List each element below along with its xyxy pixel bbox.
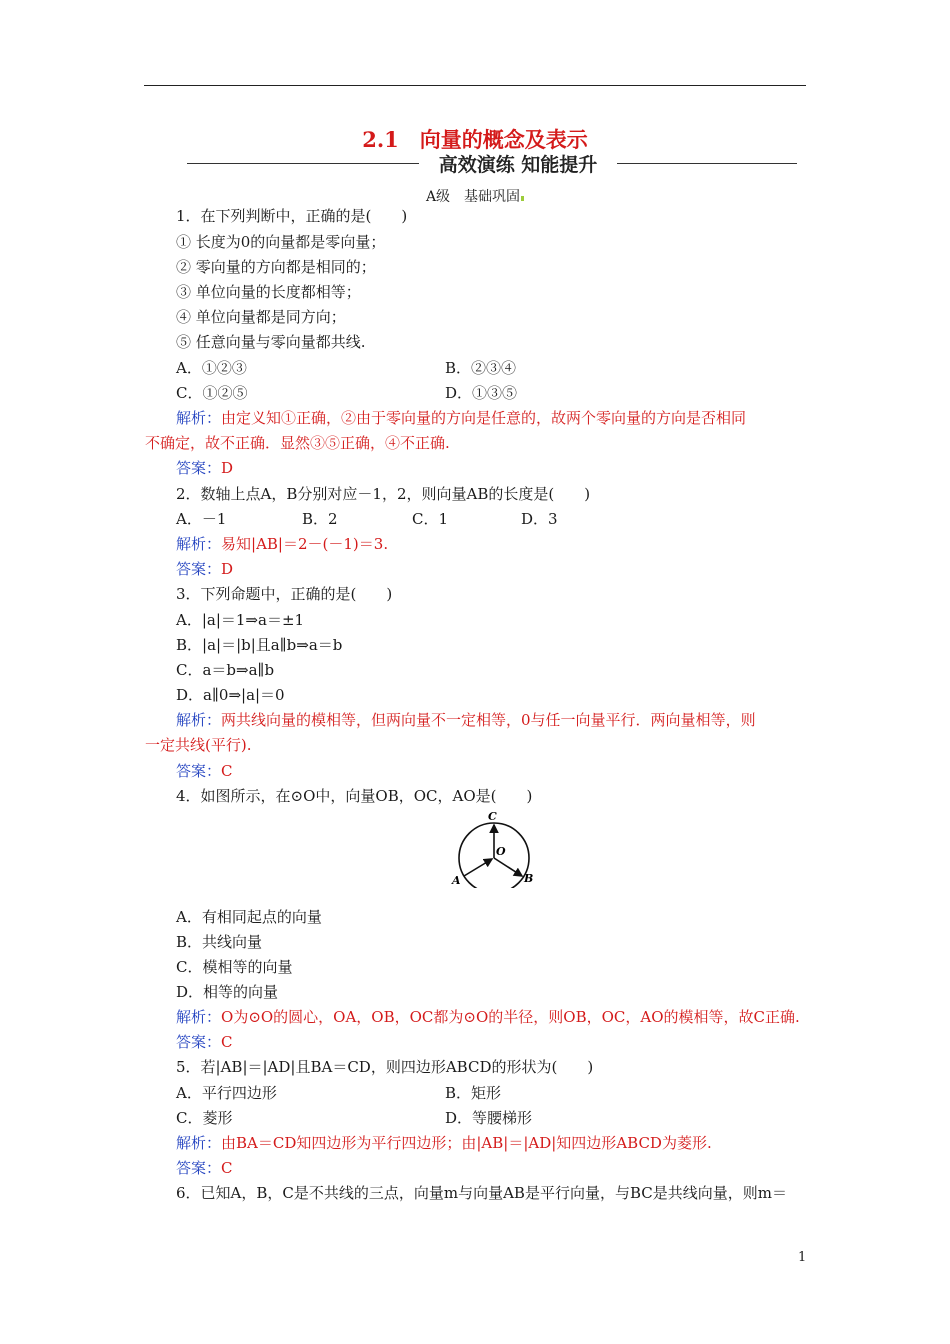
q4-answer: [176, 1033, 233, 1051]
q6-stem: 6．已知A，B，C是不共线的三点，向量m与向量AB是平行向量，与BC是共线向量，则m＝: [176, 1184, 787, 1202]
vector-ob: [494, 858, 522, 876]
q5-option-a: A．平行四边形: [176, 1084, 277, 1102]
analysis-label: 解析：: [176, 1134, 222, 1152]
q2-option-a: A．－1: [176, 510, 227, 528]
banner-text: 高效演练 知能提升: [438, 154, 598, 176]
analysis-label: 解析：: [176, 409, 222, 427]
q4-answer-value: C: [221, 1033, 233, 1051]
circle-vector-figure: [444, 808, 544, 888]
q3-analysis-text: 两共线向量的模相等，但两向量不一定相等，0与任一向量平行．两向量相等，则: [221, 711, 756, 729]
answer-label: 答案：: [176, 762, 222, 780]
q3-stem: 3．下列命题中，正确的是( ): [176, 585, 393, 603]
label-a: A: [452, 874, 461, 887]
q1-option-c: C．①②⑤: [176, 384, 248, 402]
page-number: 1: [798, 1250, 807, 1265]
q1-item-4: ④ 单位向量都是同方向；: [176, 308, 346, 326]
label-b: B: [524, 872, 534, 885]
q1-answer-value: D: [221, 459, 234, 477]
q2-answer-value: D: [221, 560, 234, 578]
q4-option-a: A．有相同起点的向量: [176, 908, 322, 926]
q1-item-3: ③ 单位向量的长度都相等；: [176, 283, 361, 301]
q3-analysis-cont: 一定共线(平行).: [145, 736, 252, 754]
q5-analysis: [176, 1134, 712, 1152]
q3-option-b: B．|a|＝|b|且a∥b⇒a＝b: [176, 636, 343, 654]
q3-answer: [176, 762, 233, 780]
vector-ao: [464, 859, 492, 876]
level-mark: [521, 196, 524, 201]
q5-option-c: C．菱形: [176, 1109, 233, 1127]
q2-analysis: [176, 535, 388, 553]
answer-label: 答案：: [176, 1159, 222, 1177]
q2-option-c: C．1: [412, 510, 449, 528]
q4-option-d: D．相等的向量: [176, 983, 279, 1001]
q1-option-b: B．②③④: [445, 359, 517, 377]
analysis-label: 解析：: [176, 711, 222, 729]
q1-analysis-text: 由定义知①正确，②由于零向量的方向是任意的，故两个零向量的方向是否相同: [221, 409, 747, 427]
q2-analysis-text: 易知|AB|＝2－(－1)＝3.: [221, 535, 389, 553]
q5-answer-value: C: [221, 1159, 233, 1177]
header-rule: [144, 85, 806, 86]
q3-answer-value: C: [221, 762, 233, 780]
q2-stem: 2．数轴上点A，B分别对应－1，2，则向量AB的长度是( ): [176, 485, 591, 503]
level-heading: [0, 186, 950, 206]
q1-item-5: ⑤ 任意向量与零向量都共线.: [176, 333, 366, 351]
q4-stem: 4．如图所示，在⊙O中，向量OB，OC，AO是( ): [176, 787, 533, 805]
q1-item-2: ② 零向量的方向都是相同的；: [176, 258, 376, 276]
q3-option-c: C．a＝b⇒a∥b: [176, 661, 275, 679]
q2-option-d: D．3: [521, 510, 558, 528]
q4-analysis-text: O为⊙O的圆心，OA，OB，OC都为⊙O的半径，则OB，OC，AO的模相等，故C正确.: [221, 1008, 800, 1026]
answer-label: 答案：: [176, 560, 222, 578]
q2-answer: [176, 560, 233, 578]
q4-option-c: C．模相等的向量: [176, 958, 293, 976]
q1-answer: [176, 459, 233, 477]
answer-label: 答案：: [176, 459, 222, 477]
q3-option-d: D．a∥0⇒|a|＝0: [176, 686, 285, 704]
answer-label: 答案：: [176, 1033, 222, 1051]
q1-item-1: ① 长度为0的向量都是零向量；: [176, 233, 386, 251]
q2-option-b: B．2: [302, 510, 338, 528]
q1-analysis: [176, 409, 746, 427]
q5-option-d: D．等腰梯形: [445, 1109, 533, 1127]
banner-rule-left: [187, 163, 419, 164]
q4-analysis: [176, 1008, 800, 1026]
q1-option-a: A．①②③: [176, 359, 247, 377]
q1-analysis-cont: 不确定，故不正确．显然③⑤正确，④不正确.: [145, 434, 450, 452]
q4-option-b: B．共线向量: [176, 933, 263, 951]
analysis-label: 解析：: [176, 1008, 222, 1026]
section-banner: [187, 150, 797, 178]
analysis-label: 解析：: [176, 535, 222, 553]
q3-option-a: A．|a|＝1⇒a＝±1: [176, 611, 305, 629]
q1-option-d: D．①③⑤: [445, 384, 518, 402]
q5-answer: [176, 1159, 233, 1177]
q5-analysis-text: 由BA＝CD知四边形为平行四边形；由|AB|＝|AD|知四边形ABCD为菱形.: [221, 1134, 712, 1152]
q3-analysis: [176, 711, 756, 729]
label-o: O: [496, 845, 506, 858]
label-c: C: [488, 810, 497, 823]
q5-option-b: B．矩形: [445, 1084, 502, 1102]
page-title: 2.1 向量的概念及表示: [362, 127, 588, 152]
banner-rule-right: [617, 163, 797, 164]
q5-stem: 5．若|AB|＝|AD|且BA＝CD，则四边形ABCD的形状为( ): [176, 1058, 594, 1076]
q1-stem: 1．在下列判断中，正确的是( ): [176, 207, 408, 225]
level-text: A级 基础巩固: [425, 189, 521, 205]
